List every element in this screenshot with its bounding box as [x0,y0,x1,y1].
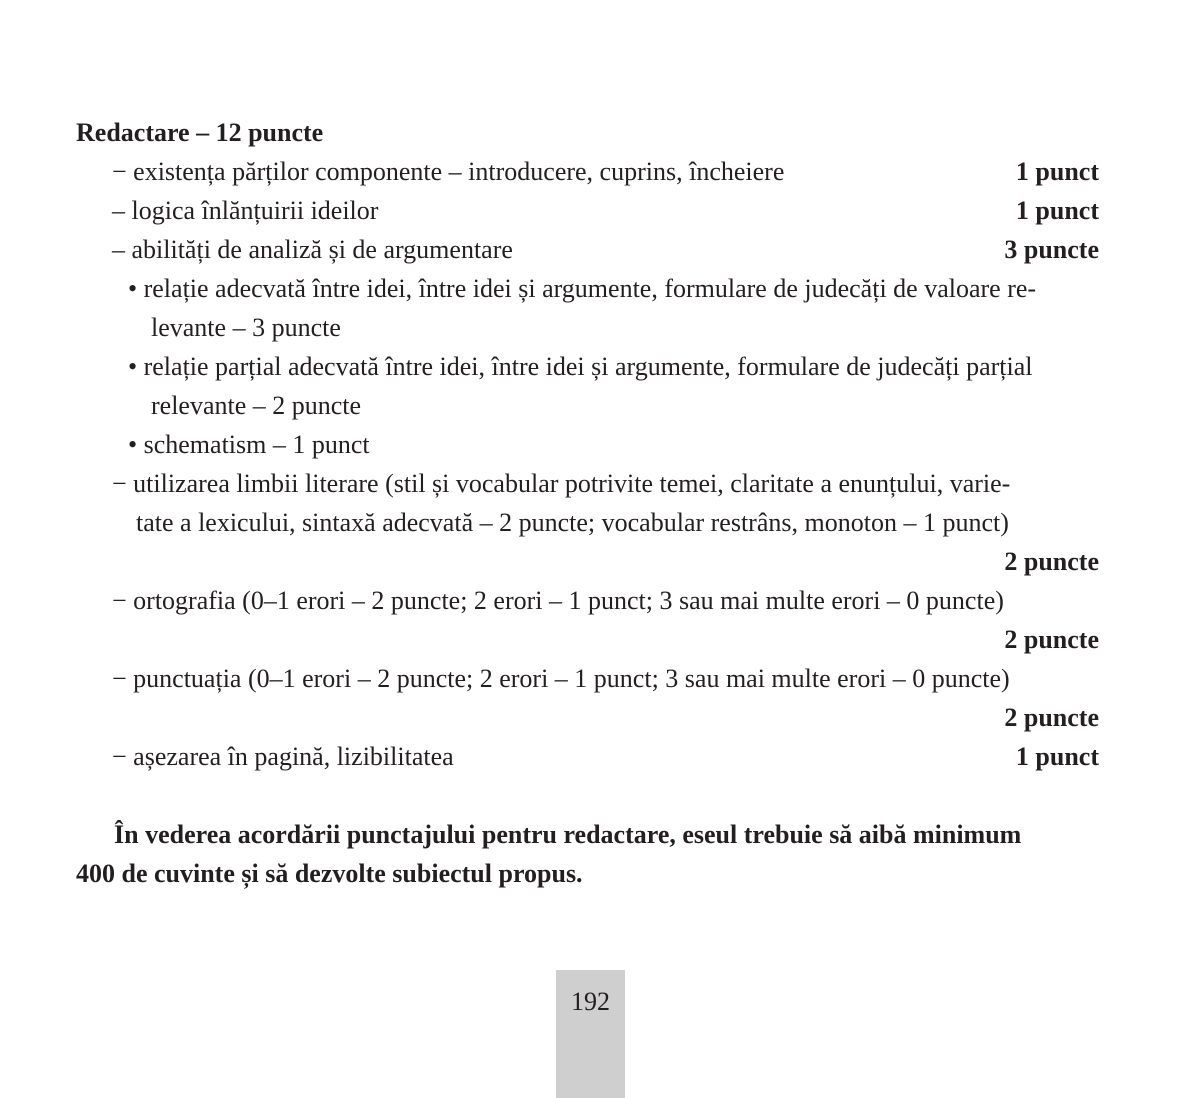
note-line1: În vederea acordării punctajului pentru redactare, eseul trebuie să aibă minimum [114,820,1022,849]
criterion-layout-text: − așezarea în pagină, lizibilitatea [112,742,454,771]
criterion-language-points: 2 puncte [1004,547,1099,576]
criterion-logic-points: 1 punct [1015,196,1099,225]
subcriterion-1-line1: • relație adecvată între idei, între idei și argumente, formulare de judecăți de valoare re- [128,274,1037,303]
criterion-language-line1: − utilizarea limbii literare (stil și vocabular potrivite temei, claritate a enunțului, varie- [112,469,1011,498]
criterion-spelling-points: 2 puncte [1004,625,1099,654]
criterion-logic-text: – logica înlănțuirii ideilor [112,196,379,225]
criterion-structure-points: 1 punct [1015,157,1099,186]
criterion-analysis-text: – abilități de analiză și de argumentare [112,235,513,264]
subcriterion-1-line2: levante – 3 puncte [151,313,341,342]
criterion-analysis-points: 3 puncte [1004,235,1099,264]
criterion-structure-text: − existența părților componente – introducere, cuprins, încheiere [112,157,785,186]
subcriterion-2-line2: relevante – 2 puncte [151,391,362,420]
page-number-tab [556,970,625,1098]
criterion-punctuation-text: − punctuația (0–1 erori – 2 puncte; 2 erori – 1 punct; 3 sau mai multe erori – 0 puncte) [112,664,1010,693]
criterion-punctuation-points: 2 puncte [1004,703,1099,732]
criterion-spelling-text: − ortografia (0–1 erori – 2 puncte; 2 erori – 1 punct; 3 sau mai multe erori – 0 puncte) [112,586,1004,615]
section-heading: Redactare – 12 puncte [76,118,324,147]
page-number: 192 [571,987,610,1016]
note-line2: 400 de cuvinte și să dezvolte subiectul propus. [76,859,583,888]
subcriterion-2-line1: • relație parțial adecvată între idei, între idei și argumente, formulare de judecăți parțial [128,352,1033,381]
criterion-language-line2: tate a lexicului, sintaxă adecvată – 2 puncte; vocabular restrâns, monoton – 1 punct) [136,508,1009,537]
criterion-layout-points: 1 punct [1015,742,1099,771]
subcriterion-3: • schematism – 1 punct [128,430,370,459]
